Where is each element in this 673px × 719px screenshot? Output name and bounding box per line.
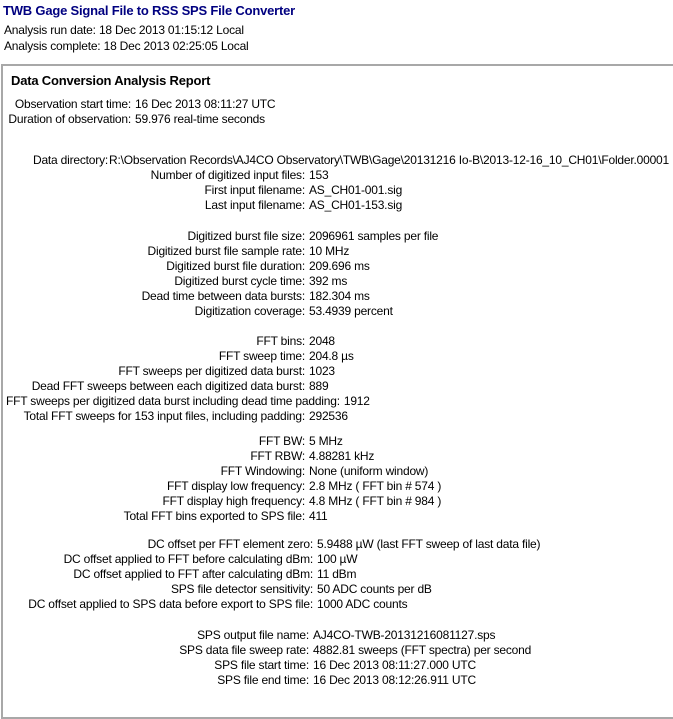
row-label: FFT display high frequency: bbox=[162, 494, 305, 508]
row-label: Observation start time: bbox=[14, 97, 131, 111]
report-row bbox=[6, 673, 671, 688]
row-label: Total FFT bins exported to SPS file: bbox=[123, 509, 305, 523]
row-value: 59.976 real-time seconds bbox=[135, 112, 265, 126]
report-row bbox=[6, 628, 671, 643]
row-value: 16 Dec 2013 08:11:27.000 UTC bbox=[313, 658, 476, 672]
row-value: None (uniform window) bbox=[309, 464, 429, 478]
row-value: 153 bbox=[309, 168, 329, 182]
row-value: 5.9488 µW (last FFT sweep of last data file) bbox=[317, 537, 541, 551]
group-dc-offset bbox=[6, 537, 671, 612]
row-label: Duration of observation: bbox=[8, 112, 131, 126]
report-row bbox=[6, 274, 671, 289]
row-value: 889 bbox=[309, 379, 329, 393]
report-row bbox=[6, 494, 671, 509]
row-value: 2096961 samples per file bbox=[309, 229, 439, 243]
row-label: Total FFT sweeps for 153 input files, including padding: bbox=[23, 409, 305, 423]
report-row bbox=[6, 567, 671, 582]
group-observation bbox=[6, 97, 671, 127]
row-label: SPS file detector sensitivity: bbox=[170, 582, 313, 596]
report-row bbox=[6, 409, 671, 424]
row-label: FFT sweeps per digitized data burst: bbox=[118, 364, 305, 378]
analysis-complete-label: Analysis complete: bbox=[4, 39, 101, 53]
row-label: Digitized burst file duration: bbox=[166, 259, 305, 273]
analysis-run-date-line bbox=[3, 22, 673, 38]
row-label: DC offset applied to SPS data before export to SPS file: bbox=[28, 597, 313, 611]
report-row bbox=[6, 464, 671, 479]
group-fft-frequency bbox=[6, 434, 671, 524]
row-value: 10 MHz bbox=[309, 244, 350, 258]
row-value: 204.8 µs bbox=[309, 349, 354, 363]
analysis-run-date-label: Analysis run date: bbox=[4, 23, 96, 37]
row-label: DC offset applied to FFT after calculating dBm: bbox=[73, 567, 313, 581]
report-row bbox=[6, 183, 671, 198]
report-row bbox=[6, 394, 671, 409]
report-row bbox=[6, 112, 671, 127]
row-value: 411 bbox=[309, 509, 328, 523]
report-heading: Data Conversion Analysis Report bbox=[11, 73, 211, 88]
report-row bbox=[6, 449, 671, 464]
report-row bbox=[6, 334, 671, 349]
row-value: 392 ms bbox=[309, 274, 348, 288]
report-row bbox=[6, 168, 671, 183]
report-row bbox=[6, 349, 671, 364]
row-value: 1912 bbox=[343, 394, 370, 408]
report-row bbox=[6, 304, 671, 319]
row-label: Digitized burst cycle time: bbox=[174, 274, 305, 288]
row-label: SPS file start time: bbox=[214, 658, 309, 672]
row-value: 182.304 ms bbox=[309, 289, 370, 303]
row-label: FFT sweep time: bbox=[218, 349, 305, 363]
report-row bbox=[6, 509, 671, 524]
row-value: 2.8 MHz ( FFT bin # 574 ) bbox=[309, 479, 442, 493]
row-value: 2048 bbox=[309, 334, 335, 348]
analysis-run-date-value: 18 Dec 2013 01:15:12 Local bbox=[98, 23, 244, 37]
row-value: 100 µW bbox=[317, 552, 358, 566]
analysis-complete-line bbox=[3, 38, 673, 54]
report-row bbox=[6, 379, 671, 394]
report-row bbox=[6, 643, 671, 658]
row-label: Last input filename: bbox=[204, 198, 305, 212]
report-row bbox=[6, 597, 671, 612]
row-label: FFT Windowing: bbox=[220, 464, 305, 478]
report-row bbox=[6, 97, 671, 112]
page-header bbox=[0, 0, 673, 54]
report-row bbox=[6, 552, 671, 567]
analysis-complete-value: 18 Dec 2013 02:25:05 Local bbox=[103, 39, 249, 53]
row-value: 4882.81 sweeps (FFT spectra) per second bbox=[313, 643, 532, 657]
row-label: First input filename: bbox=[204, 183, 305, 197]
row-value: AS_CH01-001.sig bbox=[309, 183, 403, 197]
row-value: 16 Dec 2013 08:12:26.911 UTC bbox=[313, 673, 476, 687]
row-label: SPS data file sweep rate: bbox=[179, 643, 309, 657]
data-directory-row bbox=[6, 153, 671, 168]
row-label: Number of digitized input files: bbox=[150, 168, 305, 182]
row-label: FFT BW: bbox=[258, 434, 305, 448]
row-label: Data directory: bbox=[32, 153, 109, 167]
row-value: AS_CH01-153.sig bbox=[309, 198, 403, 212]
row-value: 16 Dec 2013 08:11:27 UTC bbox=[135, 97, 276, 111]
report-row bbox=[6, 658, 671, 673]
group-sps-output bbox=[6, 628, 671, 688]
row-value: AJ4CO-TWB-20131216081127.sps bbox=[313, 628, 496, 642]
report-row bbox=[6, 434, 671, 449]
row-value: 4.8 MHz ( FFT bin # 984 ) bbox=[309, 494, 442, 508]
row-value: 209.696 ms bbox=[309, 259, 370, 273]
row-label: Dead time between data bursts: bbox=[141, 289, 305, 303]
page-title: TWB Gage Signal File to RSS SPS File Converter bbox=[3, 3, 296, 18]
report-row bbox=[6, 289, 671, 304]
group-fft-sweeps bbox=[6, 334, 671, 424]
row-label: DC offset per FFT element zero: bbox=[147, 537, 313, 551]
group-input-files bbox=[6, 153, 671, 213]
row-label: FFT bins: bbox=[256, 334, 305, 348]
row-value: 1023 bbox=[309, 364, 335, 378]
report-row bbox=[6, 537, 671, 552]
row-label: FFT RBW: bbox=[250, 449, 305, 463]
row-value: 292536 bbox=[309, 409, 348, 423]
row-label: Digitized burst file size: bbox=[187, 229, 305, 243]
report-row bbox=[6, 229, 671, 244]
row-label: FFT display low frequency: bbox=[167, 479, 305, 493]
report-row bbox=[6, 479, 671, 494]
row-value: 53.4939 percent bbox=[309, 304, 393, 318]
row-value: 1000 ADC counts bbox=[317, 597, 408, 611]
row-label: FFT sweeps per digitized data burst including dead time padding: bbox=[6, 394, 340, 408]
row-label: Digitized burst file sample rate: bbox=[147, 244, 305, 258]
report-row bbox=[6, 364, 671, 379]
report-panel bbox=[1, 64, 673, 719]
report-row bbox=[6, 582, 671, 597]
row-value: 5 MHz bbox=[309, 434, 343, 448]
row-label: DC offset applied to FFT before calculating dBm: bbox=[63, 552, 313, 566]
row-label: SPS file end time: bbox=[217, 673, 309, 687]
report-row bbox=[6, 259, 671, 274]
group-digitized-burst bbox=[6, 229, 671, 319]
row-value: R:\Observation Records\AJ4CO Observatory\TWB\Gage\20131216 Io-B\2013-12-16_10_CH01\Folder.00001 bbox=[109, 153, 669, 167]
row-value: 50 ADC counts per dB bbox=[317, 582, 432, 596]
report-row bbox=[6, 244, 671, 259]
row-value: 11 dBm bbox=[317, 567, 357, 581]
row-label: Dead FFT sweeps between each digitized data burst: bbox=[31, 379, 305, 393]
row-label: SPS output file name: bbox=[197, 628, 309, 642]
report-row bbox=[6, 198, 671, 213]
row-value: 4.88281 kHz bbox=[309, 449, 375, 463]
row-label: Digitization coverage: bbox=[194, 304, 305, 318]
